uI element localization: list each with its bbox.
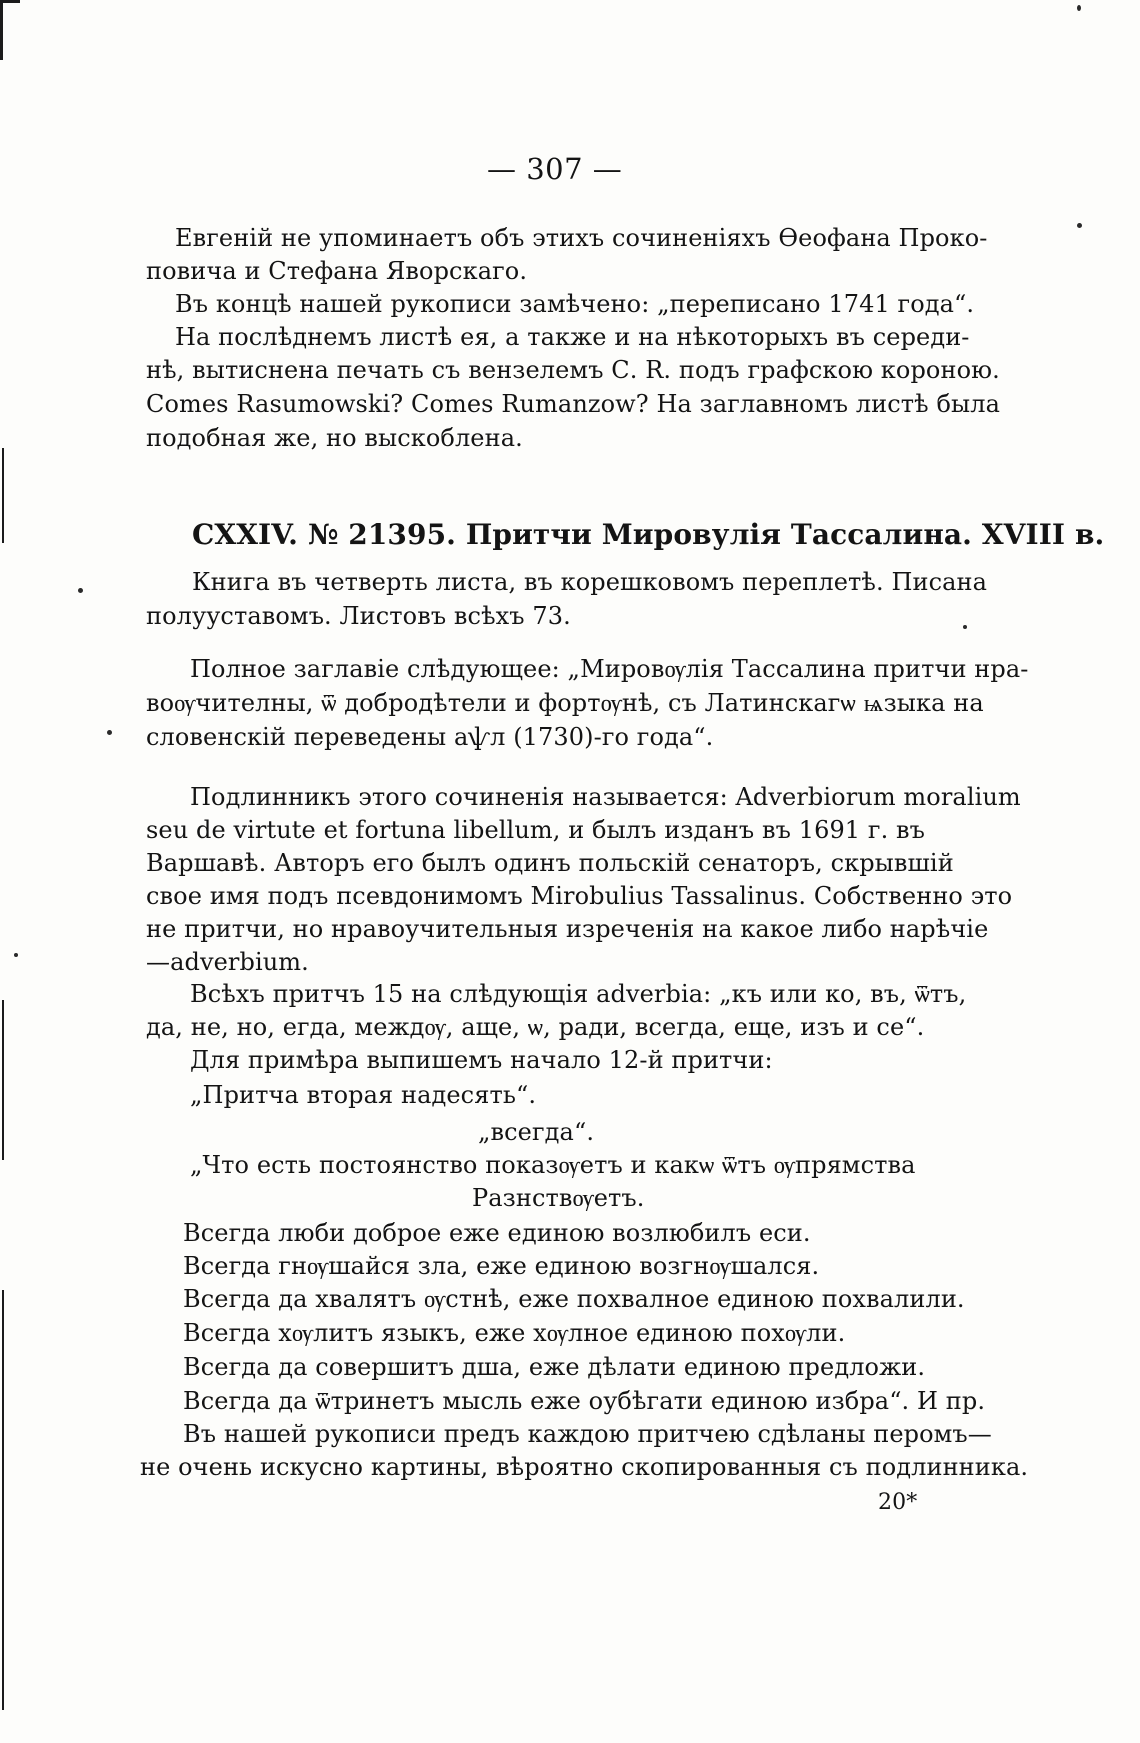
text-line: Для примѣра выпишемъ начало 12-й притчи: <box>190 1046 773 1074</box>
text-line: Варшавѣ. Авторъ его былъ одинъ польскій сенаторъ, скрывшій <box>146 849 954 877</box>
text-line: Евгеній не упоминаетъ объ этихъ сочиненіяхъ Ѳеофана Проко- <box>175 224 988 252</box>
text-line: словенскій переведены аѱл (1730)-го года“. <box>146 723 714 751</box>
text-line: Въ нашей рукописи предъ каждою притчею сдѣланы перомъ— <box>183 1420 992 1448</box>
parable-line: Всегда да совершитъ дша, еже дѣлати единою предложи. <box>183 1353 926 1381</box>
text-line: Въ концѣ нашей рукописи замѣчено: „переписано 1741 года“. <box>175 290 975 318</box>
margin-rule <box>2 448 4 543</box>
speck <box>107 730 112 735</box>
corner-mark <box>0 0 3 60</box>
signature-mark: 20* <box>878 1490 918 1515</box>
text-line: Книга въ четверть листа, въ корешковомъ переплетѣ. Писана <box>192 568 988 596</box>
page-number: — 307 — <box>487 152 623 186</box>
parable-line: Всегда да ѿтринетъ мысль еже оубѣгати единою избра“. И пр. <box>183 1387 986 1415</box>
parable-line: Всегда да хвалятъ ѹстнѣ, еже похвалное единою похвалили. <box>183 1285 965 1313</box>
text-line: Всѣхъ притчъ 15 на слѣдующія adverbia: „къ или ко, въ, ѿтъ, <box>190 980 967 1008</box>
text-line: свое имя подъ псевдонимомъ Mirobulius Tassalinus. Собственно это <box>146 882 1013 910</box>
text-line: seu de virtute et fortuna libellum, и былъ изданъ въ 1691 г. въ <box>146 816 926 844</box>
parable-lead: „Что есть постоянство показѹетъ и какѡ ѿтъ ѹпрямства <box>190 1151 916 1179</box>
speck <box>963 625 967 629</box>
text-line: не очень искусно картины, вѣроятно скопированныя съ подлинника. <box>140 1453 1029 1481</box>
text-line: Полное заглавіе слѣдующее: „Мировѹлія Тассалина притчи нра- <box>190 655 1029 683</box>
text-line: воѹчителны, ѿ добродѣтели и фортѹнѣ, съ Латинскагѡ ѩзыка на <box>146 689 984 717</box>
parable-line: Всегда хѹлитъ языкъ, еже хѹлное единою похѹли. <box>183 1319 846 1347</box>
text-line: На послѣднемъ листѣ ея, а также и на нѣкоторыхъ въ середи- <box>175 323 970 351</box>
margin-rule <box>2 1000 4 1160</box>
speck <box>78 588 83 593</box>
entry-heading: CXXIV. № 21395. Притчи Мировулія Тассалина. XVIII в. <box>192 518 1105 551</box>
text-line: не притчи, но нравоучительныя изреченія на какое либо нарѣчіе <box>146 915 989 943</box>
text-line: подобная же, но выскоблена. <box>146 424 523 452</box>
speck <box>1077 223 1082 228</box>
corner-mark <box>0 0 20 3</box>
speck <box>14 953 18 957</box>
parable-word: „всегда“. <box>478 1118 595 1146</box>
text-line: нѣ, вытиснена печать съ вензелемъ С. R. подъ графскою короною. <box>146 356 1000 384</box>
text-line: Подлинникъ этого сочиненія называется: Adverbiorum moralium <box>190 783 1021 811</box>
text-line: Comes Rasumowski? Comes Rumanzow? На заглавномъ листѣ была <box>146 390 1000 418</box>
text-line: да, не, но, егда, междѹ, аще, ѡ, ради, всегда, еще, изъ и се“. <box>146 1013 925 1041</box>
speck <box>1077 5 1081 11</box>
parable-line: Всегда гнѹшайся зла, еже единою возгнѹшался. <box>183 1252 820 1280</box>
text-line: повича и Стефана Яворскаго. <box>146 257 528 285</box>
text-line: полууставомъ. Листовъ всѣхъ 73. <box>146 602 571 630</box>
parable-line: Всегда люби доброе еже единою возлюбилъ еси. <box>183 1219 811 1247</box>
text-line: —adverbium. <box>146 948 309 976</box>
parable-lead-continued: Разнствѹетъ. <box>472 1184 645 1212</box>
parable-title: „Притча вторая надесять“. <box>190 1081 537 1109</box>
margin-rule <box>2 1290 4 1710</box>
